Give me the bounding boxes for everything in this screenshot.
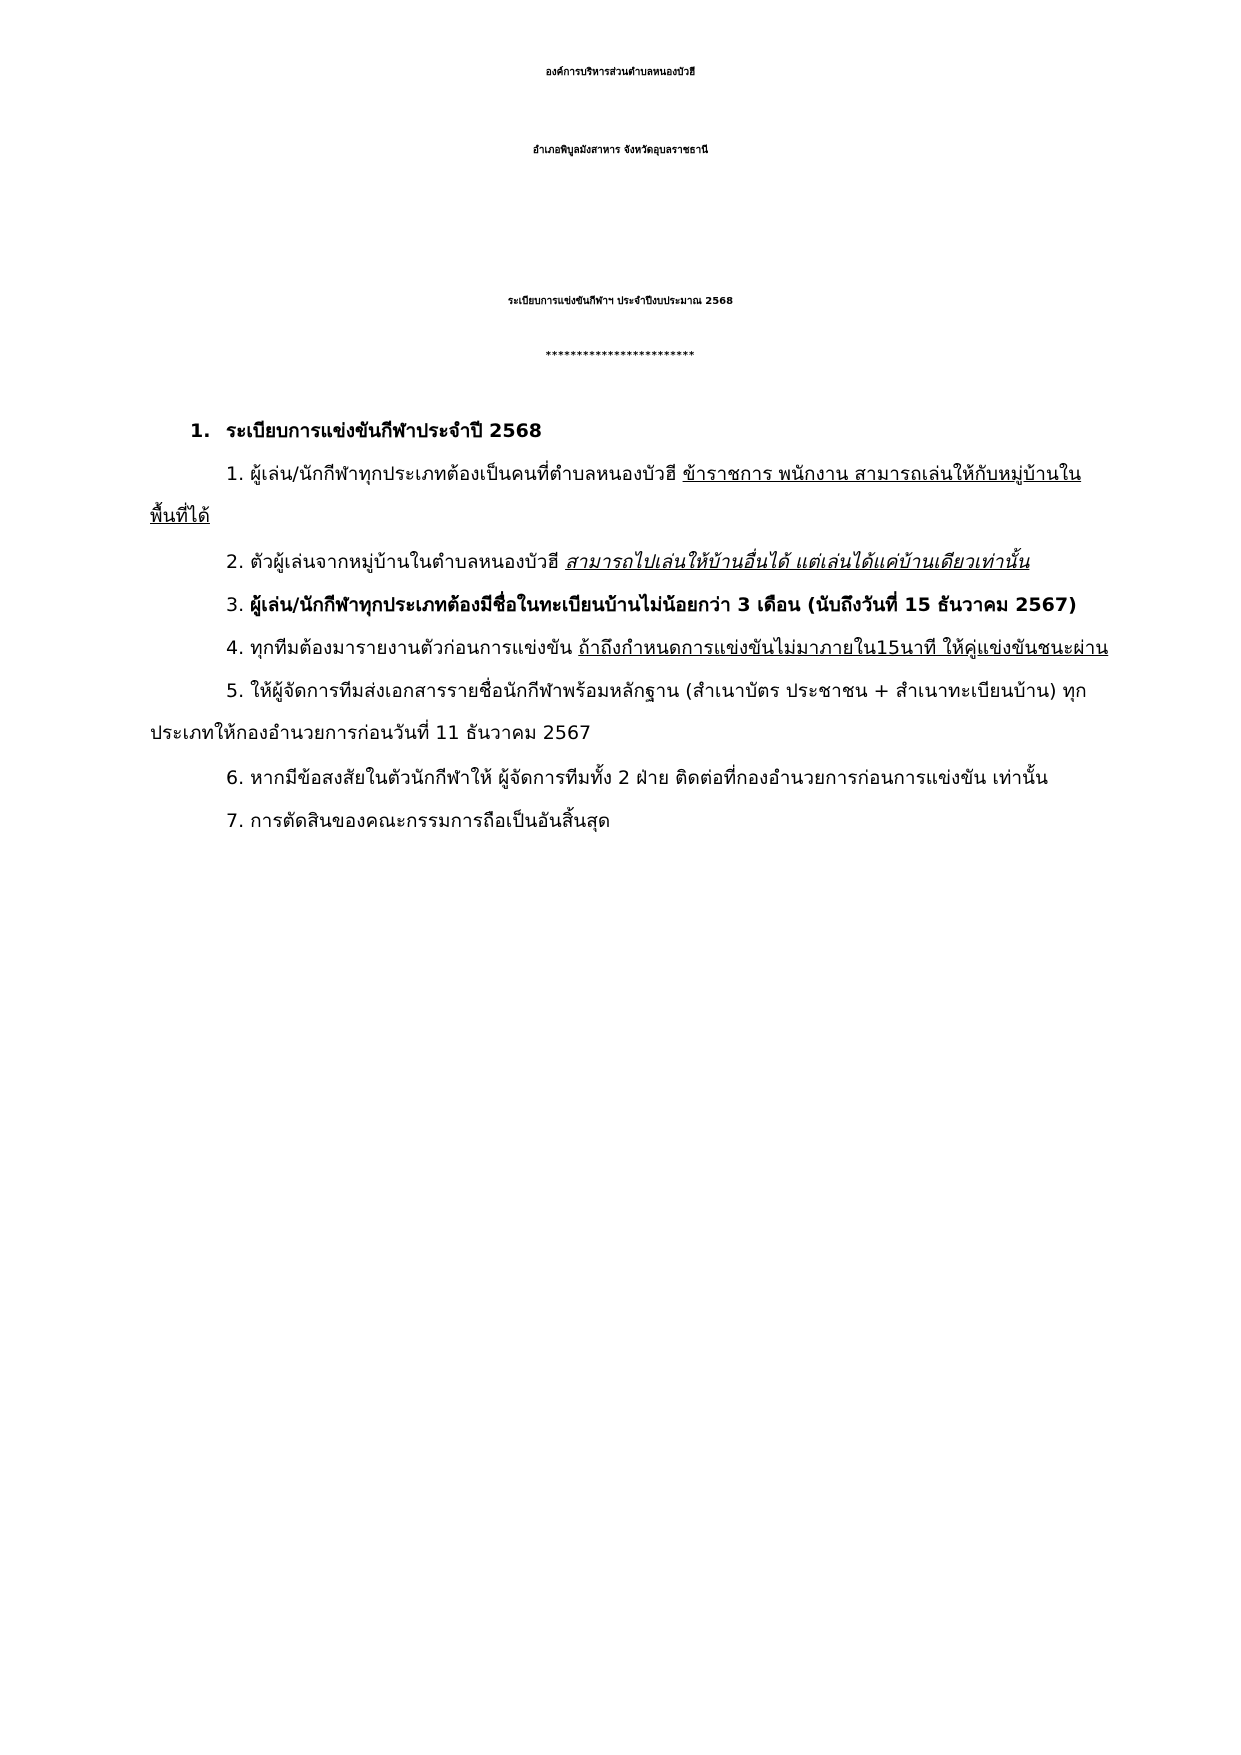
rule-3-prefix: 3. [226,594,251,616]
org-location-title: อำเภอพิบูลมังสาหาร จังหวัดอุบลราชธานี [532,145,709,156]
rule-6: 6. หากมีข้อสงสัยในตัวนักกีฬาให้ ผู้จัดการทีมทั้ง 2 ฝ่าย ติดต่อที่กองอำนวยการก่อนการแข่งขัน เท่านั้น [226,767,1049,789]
rule-5-line-1: 5. ให้ผู้จัดการทีมส่งเอกสารรายชื่อนักกีฬาพร้อมหลักฐาน (สำเนาบัตร ประชาชน + สำเนาทะเบียนบ้าน) ทุก [226,680,1087,702]
rule-2 [226,547,1029,577]
rule-3-bold: ผู้เล่น/นักกีฬาทุกประเภทต้องมีชื่อในทะเบียนบ้านไม่น้อยกว่า 3 เดือน (นับถึงวันที่ 15 ธันวาคม 2567) [250,594,1077,616]
rule-2-emphasis: สามารถไปเล่นให้บ้านอื่นได้ แต่เล่นได้แค่บ้านเดียวเท่านั้น [565,551,1030,573]
section-heading [190,416,542,446]
rule-7: 7. การตัดสินของคณะกรรมการถือเป็นอันสิ้นสุด [226,810,611,832]
org-name-title: องค์การบริหารส่วนตำบลหนองบัวฮี [545,67,696,78]
rule-4-underline: ถ้าถึงกำหนดการแข่งขันไม่มาภายใน15นาที ให้คู่แข่งขันชนะผ่าน [578,637,1109,659]
rule-1-continuation: พื้นที่ได้ [150,505,210,527]
document-heading: ระเบียบการแข่งขันกีฬาฯ ประจำปีงบประมาณ 2568 [507,296,734,307]
section-number: 1. [190,420,211,442]
section-title: ระเบียบการแข่งขันกีฬาประจำปี 2568 [226,420,543,442]
rule-4-prefix: 4. ทุกทีมต้องมารายงานตัวก่อนการแข่งขัน [226,637,579,659]
rule-1-line-1 [226,459,1081,489]
rule-1-prefix: 1. ผู้เล่น/นักกีฬาทุกประเภทต้องเป็นคนที่ตำบลหนองบัวฮี [226,463,683,485]
heading-separator: ************************ [545,350,696,361]
rule-1-underline: ข้าราชการ พนักงาน สามารถเล่นให้กับหมู่บ้านใน [682,463,1082,485]
rule-5-line-2: ประเภทให้กองอำนวยการก่อนวันที่ 11 ธันวาคม 2567 [150,722,592,744]
rule-1-line-2 [150,501,210,531]
rule-3 [226,590,1077,620]
rule-2-prefix: 2. ตัวผู้เล่นจากหมู่บ้านในตำบลหนองบัวฮี [226,551,566,573]
rule-4 [226,633,1108,663]
